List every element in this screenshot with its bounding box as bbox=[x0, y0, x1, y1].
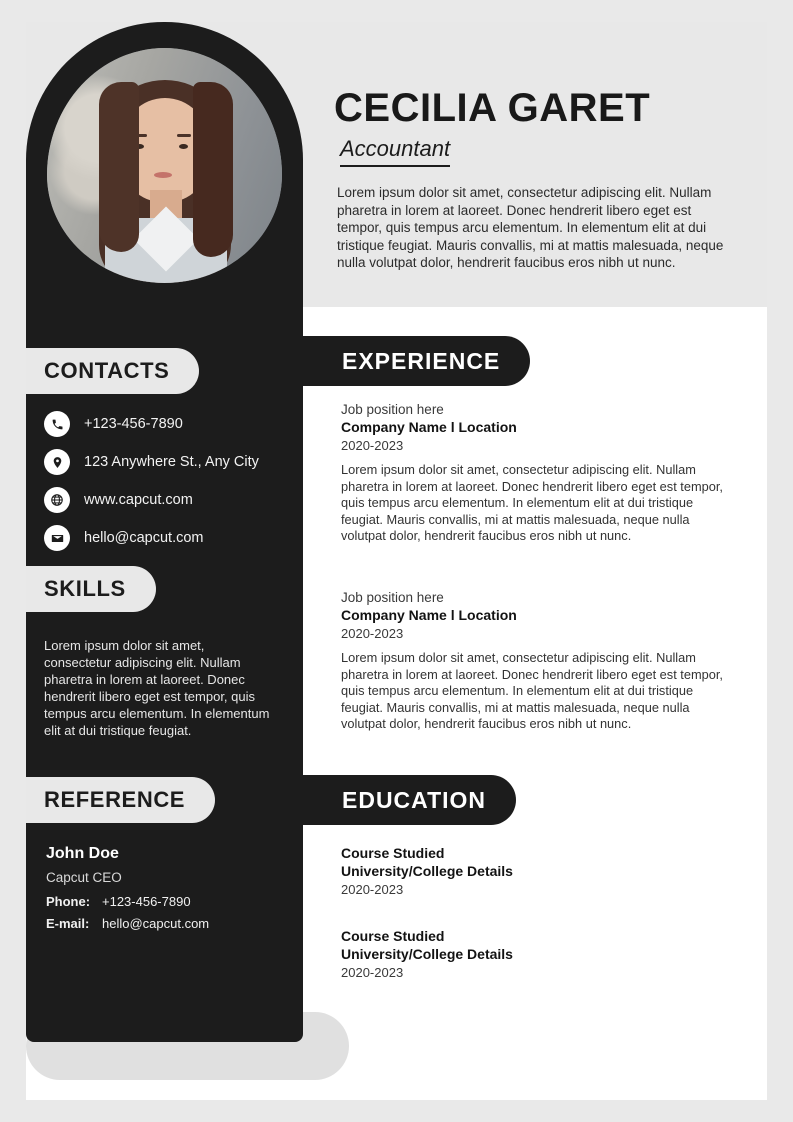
avatar-eye-right bbox=[179, 144, 188, 149]
section-heading-education-label: EDUCATION bbox=[342, 786, 487, 813]
experience-company: Company Name l Location bbox=[341, 419, 517, 435]
page-title: CECILIA GARET bbox=[334, 86, 651, 130]
education-dates: 2020-2023 bbox=[341, 882, 404, 897]
list-item[interactable] bbox=[44, 522, 294, 554]
education-item bbox=[341, 845, 733, 897]
section-heading-reference bbox=[26, 777, 215, 823]
avatar-hair-front-left bbox=[99, 82, 139, 252]
reference-email-row bbox=[46, 916, 276, 931]
section-heading-education bbox=[303, 775, 516, 825]
page-margin-top bbox=[0, 0, 793, 22]
reference-title: Capcut CEO bbox=[46, 870, 122, 885]
contact-list bbox=[44, 408, 294, 560]
reference-phone-value: +123-456-7890 bbox=[102, 894, 191, 909]
reference-name: John Doe bbox=[46, 845, 119, 862]
education-institution: University/College Details bbox=[341, 863, 513, 879]
reference-phone-label: Phone: bbox=[46, 894, 91, 909]
education-course: Course Studied bbox=[341, 928, 445, 944]
job-title: Accountant bbox=[340, 136, 450, 167]
avatar-hair-front-right bbox=[193, 82, 233, 257]
envelope-icon bbox=[44, 525, 70, 551]
experience-item bbox=[341, 402, 733, 545]
section-heading-experience bbox=[303, 336, 530, 386]
location-pin-icon bbox=[44, 449, 70, 475]
list-item[interactable] bbox=[44, 446, 294, 478]
reference-email-value: hello@capcut.com bbox=[102, 916, 210, 931]
reference-phone-row bbox=[46, 894, 276, 909]
experience-item bbox=[341, 590, 733, 733]
experience-dates: 2020-2023 bbox=[341, 626, 404, 641]
profile-summary: Lorem ipsum dolor sit amet, consectetur adipiscing elit. Nullam pharetra in lorem at laoreet. Donec hendrerit libero eget est tempor, quis tempus arcu elementum. In elementum elit at dui tristique feugiat. Mauris convallis, mi at mattis malesuada, neque nulla volutpat dolor, hendrerit faucibus eros nibh ut nunc. bbox=[337, 185, 724, 270]
contact-phone: +123-456-7890 bbox=[84, 416, 183, 432]
list-item[interactable] bbox=[44, 408, 294, 440]
section-heading-skills bbox=[26, 566, 156, 612]
page-margin-left bbox=[0, 0, 26, 1122]
avatar-lips bbox=[154, 172, 172, 178]
education-dates: 2020-2023 bbox=[341, 965, 404, 980]
experience-dates: 2020-2023 bbox=[341, 438, 404, 453]
education-institution: University/College Details bbox=[341, 946, 513, 962]
page-margin-right bbox=[767, 0, 793, 1122]
globe-icon bbox=[44, 487, 70, 513]
list-item[interactable] bbox=[44, 484, 294, 516]
contact-address: 123 Anywhere St., Any City bbox=[84, 454, 259, 470]
section-heading-contacts bbox=[26, 348, 199, 394]
education-item bbox=[341, 928, 733, 980]
experience-company: Company Name l Location bbox=[341, 607, 517, 623]
experience-position: Job position here bbox=[341, 402, 444, 417]
section-heading-experience-label: EXPERIENCE bbox=[342, 347, 501, 374]
reference-email-label: E-mail: bbox=[46, 916, 90, 931]
reference-contact-rows bbox=[46, 894, 276, 938]
section-heading-reference-label: REFERENCE bbox=[44, 787, 186, 812]
section-heading-skills-label: SKILLS bbox=[44, 576, 126, 601]
phone-icon bbox=[44, 411, 70, 437]
education-course: Course Studied bbox=[341, 845, 445, 861]
skills-description: Lorem ipsum dolor sit amet, consectetur adipiscing elit. Nullam pharetra in lorem at laoreet. Donec hendrerit libero eget est tempor, quis tempus arcu elementum. In elementum elit at dui tristique feugiat. bbox=[44, 638, 270, 738]
experience-description: Lorem ipsum dolor sit amet, consectetur adipiscing elit. Nullam pharetra in lorem at laoreet. Donec hendrerit libero eget est tempor, quis tempus arcu elementum. In elementum elit at dui tristique feugiat. Mauris convallis, mi at mattis malesuada, neque nulla volutpat dolor, hendrerit faucibus eros nibh ut nunc. bbox=[341, 462, 723, 543]
section-heading-contacts-label: CONTACTS bbox=[44, 358, 170, 383]
experience-description: Lorem ipsum dolor sit amet, consectetur adipiscing elit. Nullam pharetra in lorem at laoreet. Donec hendrerit libero eget est tempor, quis tempus arcu elementum. In elementum elit at dui tristique feugiat. Mauris convallis, mi at mattis malesuada, neque nulla volutpat dolor, hendrerit faucibus eros nibh ut nunc. bbox=[341, 650, 723, 731]
contact-email: hello@capcut.com bbox=[84, 530, 204, 546]
experience-position: Job position here bbox=[341, 590, 444, 605]
contact-website: www.capcut.com bbox=[84, 492, 193, 508]
avatar bbox=[47, 48, 282, 283]
page-margin-bottom bbox=[0, 1100, 793, 1122]
avatar-brow-right bbox=[177, 134, 191, 137]
